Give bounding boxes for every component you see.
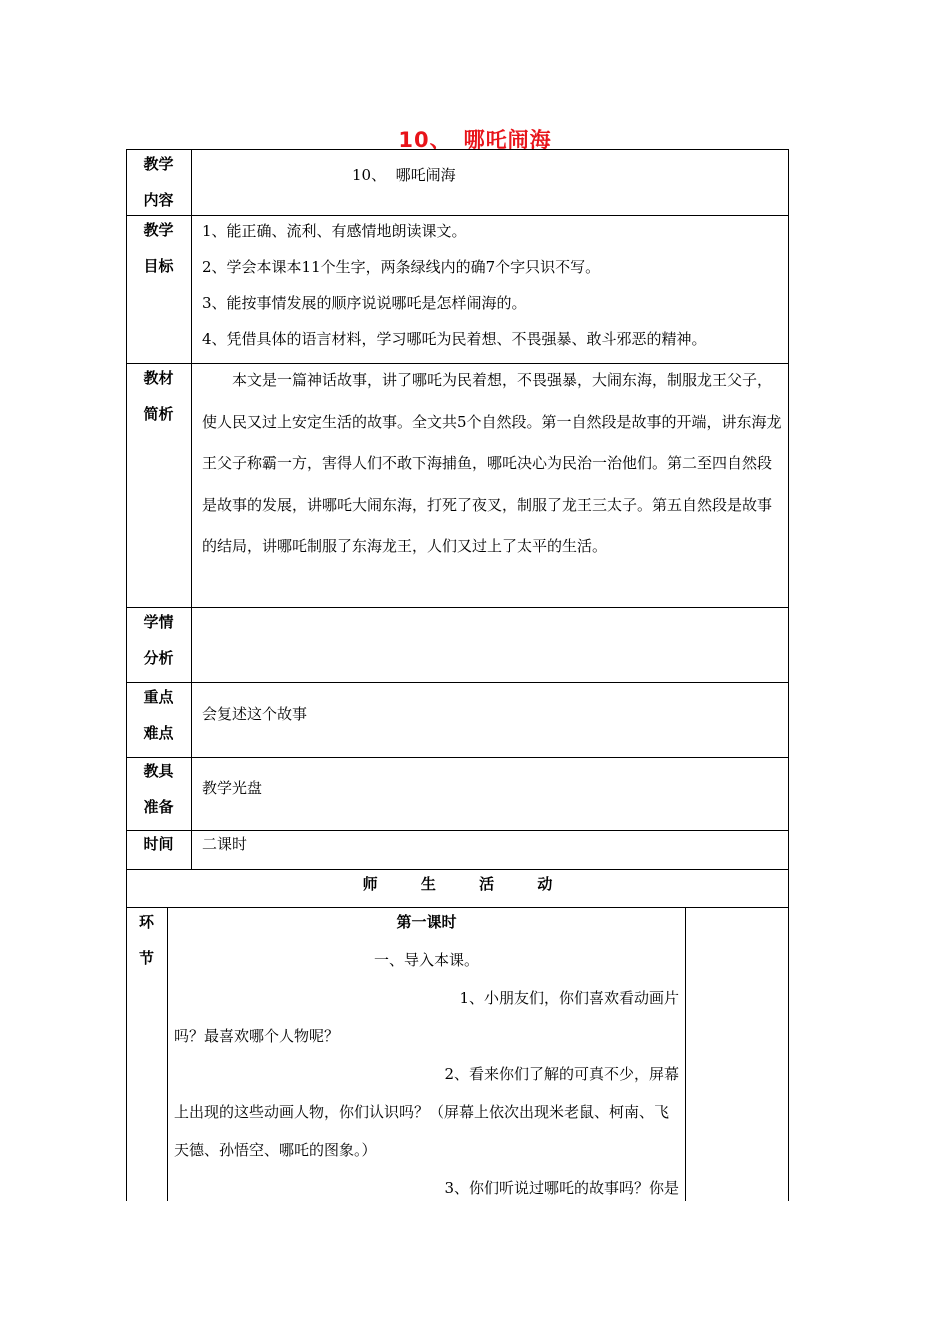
question-1a: 1、小朋友们，你们喜欢看动画片 (459, 989, 679, 1007)
content-label-line2: 内容 (143, 191, 174, 209)
title-number: 10、 (398, 128, 452, 152)
lesson-heading: 第一课时 (396, 913, 457, 931)
row-divider (126, 607, 789, 608)
question-3a: 3、你们听说过哪吒的故事吗？你是 (444, 1179, 679, 1197)
lesson-content (174, 903, 679, 1207)
analysis-label (126, 360, 191, 432)
notes-column-divider (685, 907, 686, 1201)
label-column-divider (191, 149, 192, 869)
tools-label-line2: 准备 (143, 798, 174, 816)
row-divider (126, 757, 789, 758)
learner-label (126, 604, 191, 676)
goal-item: 4、凭借具体的语言材料，学习哪吒为民着想、不畏强暴、敢斗邪恶的精神。 (202, 330, 707, 348)
goal-item: 1、能正确、流利、有感情地朗读课文。 (202, 222, 467, 240)
row-divider (126, 682, 789, 683)
tools-label (126, 753, 191, 825)
key-label-line2: 难点 (143, 724, 174, 742)
learner-label-line1: 学情 (143, 613, 174, 631)
goal-item: 2、学会本课本11个生字，两条绿线内的确7个字只识不写。 (202, 258, 601, 276)
title-text: 哪吒闹海 (463, 128, 552, 152)
goals-label-line1: 教学 (143, 221, 174, 239)
analysis-text: 本文是一篇神话故事，讲了哪吒为民着想，不畏强暴，大闹东海，制服龙王父子，使人民又过上安定生活的故事。全文共5个自然段。第一自然段是故事的开端，讲东海龙王父子称霸一方，害得人们不敢下海捕鱼，哪吒决心为民治一治他们。第二至四自然段是故事的发展，讲哪吒大闹东海，打死了夜叉，制服了龙王三太子。第五自然段是故事的结局，讲哪吒制服了东海龙王，人们又过上了太平的生活。 (202, 371, 782, 555)
content-number: 10、 (352, 166, 387, 184)
section-column-divider (167, 907, 168, 1201)
key-text: 会复述这个故事 (202, 705, 308, 723)
content-label (126, 146, 191, 218)
learner-label-line2: 分析 (143, 649, 174, 667)
question-2b: 上出现的这些动画人物，你们认识吗？（屏幕上依次出现米老鼠、柯南、飞天德、孙悟空、哪吒的图象。） (174, 1103, 670, 1159)
section-label-line1: 环 (138, 913, 154, 931)
content-value (352, 157, 932, 193)
tools-text: 教学光盘 (202, 779, 263, 797)
time-label: 时间 (143, 835, 174, 853)
key-label (126, 679, 191, 751)
question-1b: 吗？最喜欢哪个人物呢？ (174, 1027, 340, 1045)
content-label-line1: 教学 (143, 155, 174, 173)
question-2a: 2、看来你们了解的可真不少，屏幕 (444, 1065, 679, 1083)
key-label-line1: 重点 (143, 688, 174, 706)
time-text: 二课时 (202, 835, 248, 853)
section-label-line2: 节 (138, 949, 154, 967)
analysis-label-line2: 简析 (143, 405, 174, 423)
section-label (126, 904, 167, 976)
goals-label (126, 212, 191, 284)
goals-label-line2: 目标 (143, 257, 174, 275)
analysis-label-line1: 教材 (143, 369, 174, 387)
goals-list (202, 213, 782, 357)
goal-item: 3、能按事情发展的顺序说说哪吒是怎样闹海的。 (202, 294, 527, 312)
content-title: 哪吒闹海 (395, 166, 456, 184)
lesson-part: 一、导入本课。 (373, 951, 479, 969)
tools-label-line1: 教具 (143, 762, 174, 780)
activity-header: 师 生 活 动 (362, 875, 553, 893)
